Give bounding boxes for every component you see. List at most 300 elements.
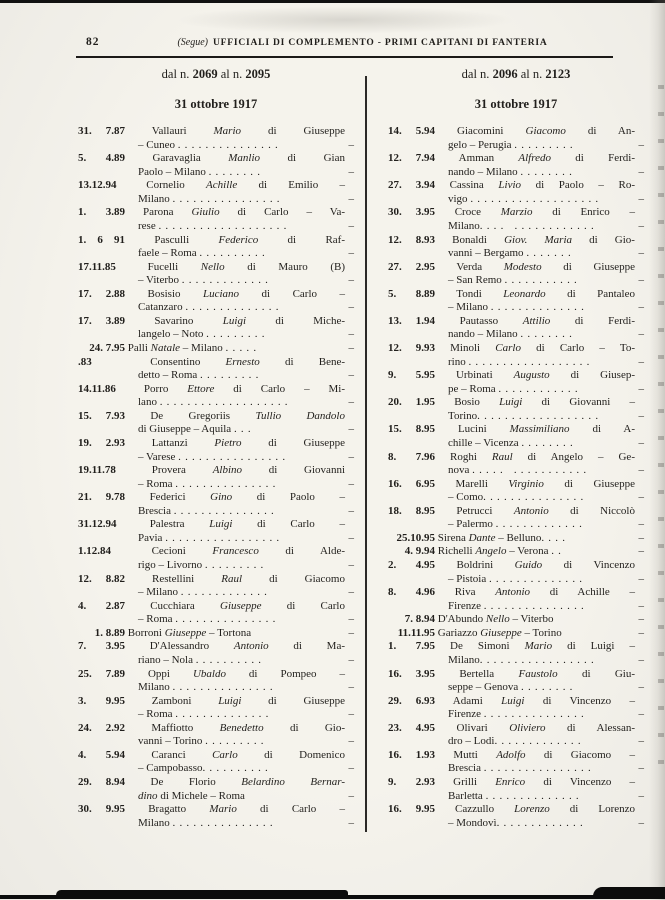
entry-text: – Pistoia (448, 572, 489, 585)
entry-line (388, 274, 644, 288)
entry-date: 19. 2.93 (78, 436, 125, 449)
entry-given-name: Nello (485, 613, 510, 626)
entry-date: 17. 3.89 (78, 314, 125, 327)
entry-text: Pavia (138, 531, 166, 544)
entry-text: – Roma (138, 613, 176, 626)
dot-leader: ........ (208, 165, 265, 178)
entry-text: – Roma (138, 708, 176, 721)
entry-date: 9. 5.95 (388, 369, 435, 382)
fill-dash: – (348, 762, 354, 775)
entry-given-name: Angelo (475, 545, 507, 558)
entry-text: Caranci (125, 748, 213, 761)
entry-text: rigo – Livorno (138, 559, 205, 571)
entry-line (388, 464, 644, 478)
entry-given-name: Giuseppe (220, 599, 262, 612)
fill-dash: – (638, 681, 644, 694)
entry-text: Riva (435, 586, 496, 599)
entry-text: Consentino (125, 355, 226, 368)
entry-line (388, 342, 644, 356)
entry-text: di Angelo – Ge- (512, 450, 635, 463)
dot-leader: ............... (172, 681, 277, 694)
dot-leader: .................. (477, 409, 603, 422)
entry-given-name: Nello (200, 260, 225, 273)
fill-dash: – (638, 762, 644, 775)
entry-text: di Giu- (557, 667, 635, 680)
entry (388, 545, 644, 559)
entry-line (388, 695, 644, 709)
entry-line (78, 152, 354, 166)
entry (388, 315, 644, 342)
entry-text: di Bene- (259, 355, 345, 368)
dot-leader: ............. (180, 586, 272, 599)
dot-leader: ................... (470, 192, 603, 205)
dot-leader: .............. (175, 708, 273, 721)
entry-line (388, 247, 644, 261)
entry-text: nando – Milano (448, 328, 521, 341)
entry-date: 14. 5.94 (388, 125, 435, 137)
entry-line (388, 166, 644, 180)
fill-dash: – (348, 816, 354, 829)
entry-given-name: Livio (498, 179, 522, 192)
entry (388, 722, 644, 749)
entry-text: De Simoni (435, 640, 525, 653)
entry-line (78, 139, 354, 153)
running-header-title: UFFICIALI DI COMPLEMENTO - PRIMI CAPITANI DI FANTERIA (213, 38, 548, 48)
fill-dash: – (348, 274, 354, 287)
entry-line (78, 776, 354, 790)
fill-dash: – (348, 586, 354, 599)
scan-edge-bottom-blob (593, 887, 665, 899)
entry-date: 5. 4.89 (78, 152, 125, 165)
entry-text: di Vincenzo – (525, 776, 635, 788)
dot-leader: ................ (172, 192, 284, 205)
entry-line (388, 383, 644, 397)
entry-line (388, 437, 644, 451)
entry-text: vigo (448, 192, 471, 205)
entry (78, 627, 354, 641)
entry-text: detto – Roma (138, 369, 201, 382)
entry-line (388, 559, 644, 573)
entry-text: di Mauro (B) (224, 260, 345, 273)
entry-text: – Campobasso (138, 762, 203, 775)
dot-leader: ............... (177, 138, 282, 151)
entry-text: Bosisio (125, 287, 203, 300)
column-divider (365, 76, 367, 832)
entry-line (78, 423, 354, 437)
entry-text: Federici (125, 491, 211, 504)
entry-date: 7. 8.94 (404, 613, 435, 626)
entry-text: dal n. (461, 67, 493, 81)
entry (388, 627, 644, 641)
entry (78, 206, 354, 233)
entry-text: Milano (138, 681, 173, 694)
fill-dash: – (638, 382, 644, 395)
entry-line (388, 600, 644, 614)
entry-text: di Carlo – (236, 803, 345, 816)
entry (388, 206, 644, 233)
entry-text: di Niccolò (548, 504, 635, 517)
entry-line (78, 559, 354, 573)
entry (388, 423, 644, 450)
dot-leader: ................. (479, 653, 598, 666)
entry-text: – Como (448, 491, 484, 504)
entry (388, 152, 644, 179)
dot-leader: ......... (200, 369, 263, 382)
entry-text: di Alessan- (545, 721, 635, 734)
entry-line (78, 464, 354, 478)
entry-text: – Viterbo (509, 613, 554, 626)
fill-dash: – (348, 369, 354, 382)
entry (78, 383, 354, 410)
fill-dash: – (348, 192, 354, 205)
entry-line (388, 396, 644, 410)
entry-text: Croce (435, 206, 501, 219)
entry-line (388, 234, 644, 248)
entry-given-name: Mario (524, 640, 553, 653)
dot-leader: ................... (158, 219, 291, 232)
entry (78, 518, 354, 545)
entry-text: di Domenico (237, 748, 345, 761)
entry-date: 9. 2.93 (388, 776, 435, 788)
fill-dash: – (348, 301, 354, 314)
entry-line (388, 573, 644, 587)
entry-text: Roghi (435, 450, 492, 463)
entry-text: Zamboni (125, 694, 219, 707)
entry (388, 451, 644, 478)
entry-text: Milano (138, 816, 173, 829)
entry-given-name: Giuseppe (164, 626, 207, 639)
entry-given-name: Francesco (212, 545, 259, 558)
entry-line (78, 518, 354, 532)
fill-dash: – (638, 165, 644, 178)
entry-text: – Cuneo (138, 138, 178, 151)
entry-text: di Giuseppe – Aquila (138, 423, 234, 436)
entry-line (78, 613, 354, 627)
entry-text: faele – Roma (138, 247, 200, 260)
fill-dash: – (638, 301, 644, 314)
dot-leader: ............ (498, 382, 582, 395)
fill-dash: – (638, 409, 644, 422)
dot-leader: .. (551, 545, 566, 558)
entry-line (388, 681, 644, 695)
entry-line (78, 206, 354, 220)
entry-date: 13. 1.94 (388, 314, 435, 327)
entry-line (388, 640, 644, 654)
entry-given-name: Massimiliano (509, 423, 570, 436)
fill-dash: – (638, 491, 644, 504)
fill-dash: – (638, 816, 644, 829)
entry-text: Milano (448, 653, 480, 666)
entry-line (388, 505, 644, 519)
entry-text: Cornelio (125, 179, 207, 192)
fill-dash: – (348, 789, 354, 802)
entry-line (78, 274, 354, 288)
fill-dash: – (638, 328, 644, 341)
entry-date: 23. 4.95 (388, 721, 435, 734)
fill-dash: – (348, 735, 354, 748)
entry-given-name: Alfredo (518, 152, 551, 165)
entry-date: 19.11.78 (78, 464, 116, 477)
entry-date: 12. 8.82 (78, 572, 125, 585)
dot-leader: .... (541, 531, 570, 544)
entry-given-name: Raul (491, 450, 513, 463)
entry-line (78, 695, 354, 709)
dot-leader: .............. (485, 789, 583, 802)
fill-dash: – (348, 328, 354, 341)
entry-text: di Ma- (268, 640, 345, 653)
entry-text: di Giuseppe (241, 125, 345, 137)
dot-leader: ............... (483, 708, 588, 721)
dot-leader: ..... ........... (472, 464, 591, 477)
dot-leader: ........ (521, 436, 577, 449)
entry-line (78, 573, 354, 587)
entry-given-name: Tullio Dandolo (255, 409, 345, 422)
entry-line (78, 396, 354, 410)
entry (78, 288, 354, 315)
entry-text: Cecioni (125, 545, 213, 558)
entry-text: – Viterbo (138, 274, 182, 287)
dot-leader: ........ (521, 681, 577, 694)
entry (78, 640, 354, 667)
entry-given-name: Achille (206, 179, 238, 192)
entry (388, 179, 644, 206)
entry-given-name: Ernesto (225, 355, 260, 368)
fill-dash: – (348, 653, 354, 666)
fill-dash: – (348, 708, 354, 721)
entry-text: Torino (448, 409, 478, 422)
entry-text: riano – Nola (138, 653, 196, 666)
bold-text: 2069 (192, 67, 218, 81)
entry-line (388, 722, 644, 736)
entry-line (388, 301, 644, 315)
entry-line (388, 518, 644, 532)
entry (388, 342, 644, 369)
entry-text: D'Abundo (435, 613, 486, 626)
entry-date: 8. 7.96 (388, 450, 435, 463)
fill-dash: – (638, 531, 644, 544)
entry-line (78, 640, 354, 654)
entry-line (78, 410, 354, 424)
entry-text: Bertella (435, 667, 519, 680)
dot-leader: ......... (204, 559, 268, 571)
entry-line (78, 369, 354, 383)
entry-date: 15. 8.95 (388, 423, 435, 436)
entry-given-name: Ubaldo (192, 667, 226, 680)
dot-leader: ............... (173, 504, 278, 517)
entry-text: – Milano (448, 301, 491, 314)
entry (78, 600, 354, 627)
entry (78, 125, 354, 152)
entry (388, 559, 644, 586)
entry-text: Palestra (125, 518, 210, 531)
entry-given-name: Luigi (218, 694, 242, 707)
entry-line (388, 193, 644, 207)
entry (388, 776, 644, 803)
entry-text: – San Remo (448, 274, 505, 287)
entry-text: Vallauri (125, 125, 214, 137)
entry (388, 261, 644, 288)
entry-line (388, 708, 644, 722)
entry-text: gelo – Perugia (448, 138, 515, 151)
fill-dash: – (638, 247, 644, 260)
entry-line (388, 545, 644, 559)
entry-text: Firenze (448, 708, 484, 721)
fill-dash: – (638, 626, 644, 639)
entry-given-name: Benedetto (219, 721, 264, 734)
entry-text: Paolo – Milano (138, 165, 209, 178)
entry-line (78, 193, 354, 207)
entry-line (78, 247, 354, 261)
scan-edge-top (0, 0, 665, 3)
entry-text: Bonaldi (435, 233, 505, 246)
entry-line (78, 627, 354, 641)
entry-line (78, 803, 354, 817)
entry-date: 4. 2.87 (78, 599, 125, 612)
entry-text: di Alde- (258, 545, 345, 558)
entry-given-name: Enrico (495, 776, 526, 788)
fill-dash: – (638, 518, 644, 531)
entry-line (78, 437, 354, 451)
entry (78, 668, 354, 695)
entry-text: Borroni (125, 626, 165, 639)
entry-text: Provera (125, 464, 213, 477)
entry-date: 1. 8.89 (94, 626, 125, 639)
entry (78, 261, 354, 288)
dot-leader: ........ (520, 165, 577, 178)
entry-date: 16. 1.93 (388, 748, 435, 761)
entry-text: – Verona (506, 545, 552, 558)
entry-line (388, 206, 644, 220)
entry (388, 695, 644, 722)
entry-text: di Emilio – (237, 179, 346, 192)
entry-given-name: Adolfo (496, 748, 526, 761)
dot-leader: .......... (199, 247, 269, 260)
fill-dash: – (348, 681, 354, 694)
entry-given-name: Carlo (495, 342, 521, 354)
dot-leader: ......... (205, 735, 268, 748)
entry-line (388, 356, 644, 370)
entry-text: Petrucci (435, 504, 514, 517)
entry-date: 17.11.85 (78, 260, 116, 273)
entry-given-name: dino (138, 789, 158, 802)
entry (388, 668, 644, 695)
entry-given-name: Antonio (233, 640, 269, 653)
fill-dash: – (348, 626, 354, 639)
entry-text: Marelli (435, 477, 509, 490)
range-heading (78, 66, 354, 82)
entry-text: di Giuseppe (543, 477, 635, 490)
entry-date: 16. 6.95 (388, 477, 435, 490)
entry-text: – Mondovì (448, 816, 497, 829)
fill-dash: – (638, 436, 644, 449)
entry-text: Minoli (435, 342, 496, 354)
entry-line (78, 288, 354, 302)
entry-given-name: Giuseppe (480, 626, 522, 639)
entry-text: – Milano (180, 342, 226, 354)
fill-dash: – (348, 342, 354, 354)
entry-given-name: Natale (150, 342, 181, 354)
entry-text: – Roma (138, 477, 176, 490)
entry-line (388, 478, 644, 492)
entry (78, 356, 354, 383)
entry-text: Pautasso (435, 314, 523, 327)
entry-date: 17. 2.88 (78, 287, 125, 300)
fill-dash: – (638, 708, 644, 721)
fill-dash: – (638, 192, 644, 205)
dot-leader: ............... (175, 477, 280, 490)
entry-text: di Carlo – Mi- (214, 382, 345, 395)
entry-given-name: Belardino Bernar- (241, 776, 345, 788)
fill-dash: – (638, 138, 644, 151)
entry (388, 505, 644, 532)
entry-text: vanni – Bergamo (448, 247, 527, 260)
entry-text: Brescia (448, 762, 484, 775)
entry-text: Lattanzi (125, 436, 215, 449)
entry-date: 29. 6.93 (388, 694, 435, 707)
entry-text: di Enrico – (532, 206, 635, 219)
entry-text: – Torino (521, 626, 562, 639)
entry-given-name: Pietro (214, 436, 242, 449)
entry (78, 749, 354, 776)
entry-text: Amman (435, 152, 519, 165)
entry-text: Brescia (138, 504, 174, 517)
entry-date: 30. 9.95 (78, 803, 125, 816)
entry-text: Gariazzo (435, 626, 481, 639)
entry-date: 4. 9.94 (404, 545, 435, 558)
fill-dash: – (638, 355, 644, 368)
entry-text: vanni – Torino (138, 735, 206, 748)
entry-text: di Giacomo (242, 572, 345, 585)
entry-date: 2. 4.95 (388, 559, 435, 571)
entry-text: Restellini (125, 572, 222, 585)
fill-dash: – (638, 545, 644, 558)
entry-line (388, 654, 644, 668)
entry-date: 31.12.94 (78, 518, 117, 531)
entry (78, 803, 354, 830)
fill-dash: – (638, 274, 644, 287)
entry-date: 21. 9.78 (78, 491, 125, 504)
entry-date: 12. 7.94 (388, 152, 435, 165)
scan-artifact-marks (658, 85, 664, 785)
entry-line (78, 722, 354, 736)
entry-text: di Gian (260, 152, 345, 165)
entry-date: 16. 9.95 (388, 803, 435, 816)
entry-given-name: Antonio (513, 504, 549, 517)
entry-line (388, 152, 644, 166)
entry-line (388, 261, 644, 275)
entry-line (78, 315, 354, 329)
entry-text: Barletta (448, 789, 486, 802)
entry-text: Adami (435, 694, 502, 707)
entry-date: 18. 8.95 (388, 504, 435, 517)
entry-text: di Gio- (572, 233, 635, 246)
entry-date: 7. 3.95 (78, 640, 125, 653)
fill-dash: – (348, 165, 354, 178)
entry-text: di Luigi – (552, 640, 635, 653)
entry-given-name: Raul (221, 572, 243, 585)
dot-leader: .............. (490, 301, 589, 314)
entry-date: 3. 9.95 (78, 694, 125, 707)
entry-line (78, 654, 354, 668)
scan-smudge (175, 6, 515, 34)
fill-dash: – (638, 464, 644, 477)
entry (388, 803, 644, 830)
entry-line (388, 586, 644, 600)
entry (78, 545, 354, 572)
entry-text: di Pantaleo (545, 287, 635, 300)
dot-leader: ............... (483, 599, 588, 612)
entry-text: di Ferdi- (550, 152, 635, 165)
